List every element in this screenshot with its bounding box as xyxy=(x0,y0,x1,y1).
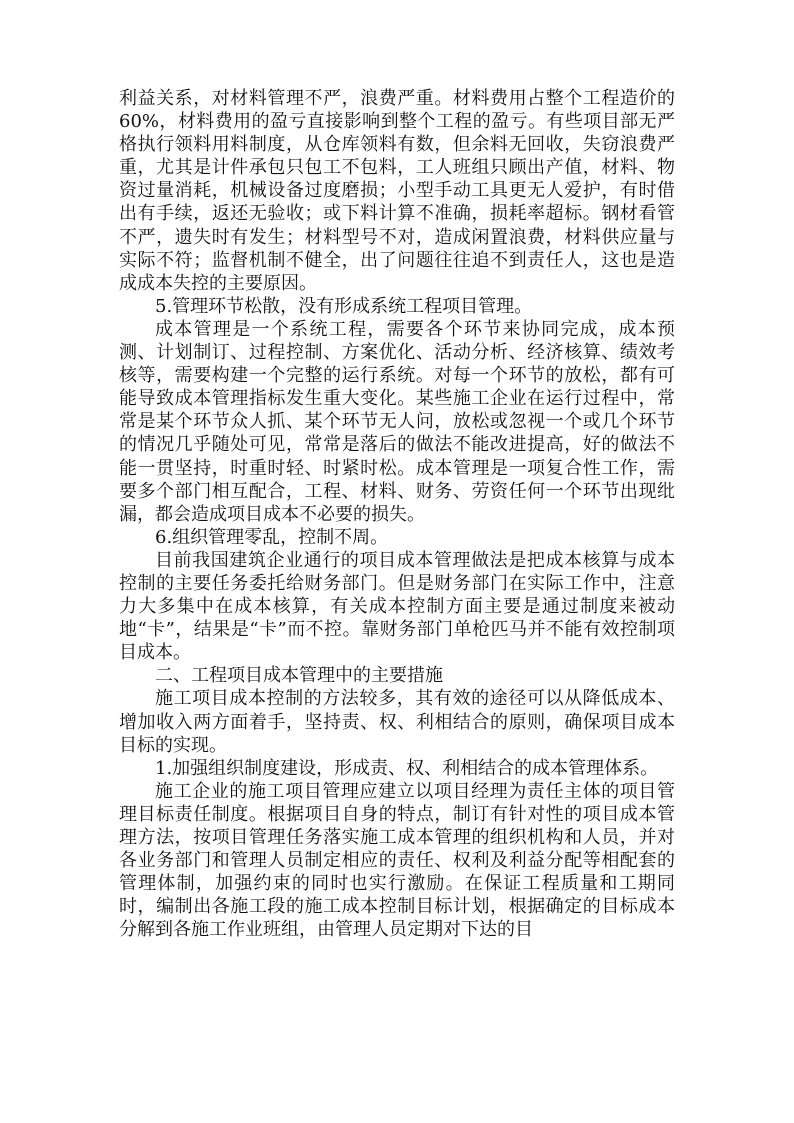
heading-5-loose-management: 5.管理环节松散，没有形成系统工程项目管理。 xyxy=(155,295,533,317)
paragraph-project-responsibility: 施工企业的施工项目管理应建立以项目经理为责任主体的项目管理目标责任制度。根据项目自身的特点，制订有针对性的项目成本管理方法，按项目管理任务落实施工成本管理的组织机构和人员，并对各业务部门和管理人员制定相应的责任、权利及利益分配等相配套的管理体制，加强约束的同时也实行激励。在保证工程质量和工期同时，编制出各施工段的施工成本控制目标计划，根据确定的目标成本分解到各施工作业班组，由管理人员定期对下达的目 xyxy=(119,780,675,941)
paragraph-material-management: 利益关系，对材料管理不严，浪费严重。材料费用占整个工程造价的60%，材料费用的盈亏直接影响到整个工程的盈亏。有些项目部无严格执行领料用料制度，从仓库领料有数，但余料无回收，失窃浪费严重，尤其是计件承包只包工不包料，工人班组只顾出产值，材料、物资过量消耗，机械设备过度磨损；小型手动工具更无人爱护，有时借出有手续，返还无验收；或下料计算不准确，损耗率超标。钢材看管不严，遗失时有发生；材料型号不对，造成闲置浪费，材料供应量与实际不符；监督机制不健全，出了问题往往追不到责任人，这也是造成成本失控的主要原因。 xyxy=(119,88,675,294)
section-heading-main-measures: 二、工程项目成本管理中的主要措施 xyxy=(155,665,443,687)
paragraph-cost-control-methods: 施工项目成本控制的方法较多，其有效的途径可以从降低成本、增加收入两方面着手，坚持责、权、利相结合的原则，确保项目成本目标的实现。 xyxy=(119,688,675,756)
heading-1-organization-system: 1.加强组织制度建设，形成责、权、利相结合的成本管理体系。 xyxy=(155,757,659,779)
heading-6-disorganized-management: 6.组织管理零乱，控制不周。 xyxy=(155,526,389,548)
document-body xyxy=(119,87,675,941)
paragraph-finance-department: 目前我国建筑企业通行的项目成本管理做法是把成本核算与成本控制的主要任务委托给财务部门。但是财务部门在实际工作中，注意力大多集中在成本核算，有关成本控制方面主要是通过制度来被动地“卡”，结果是“卡”而不控。靠财务部门单枪匹马并不能有效控制项目成本。 xyxy=(119,549,675,664)
paragraph-system-engineering: 成本管理是一个系统工程，需要各个环节来协同完成，成本预测、计划制订、过程控制、方案优化、活动分析、经济核算、绩效考核等，需要构建一个完整的运行系统。对每一个环节的放松，都有可能导致成本管理指标发生重大变化。某些施工企业在运行过程中，常常是某个环节众人抓、某个环节无人问，放松或忽视一个或几个环节的情况几乎随处可见，常常是落后的做法不能改进提高，好的做法不能一贯坚持，时重时轻、时紧时松。成本管理是一项复合性工作，需要多个部门相互配合，工程、材料、财务、劳资任何一个环节出现纰漏，都会造成项目成本不必要的损失。 xyxy=(119,318,675,525)
